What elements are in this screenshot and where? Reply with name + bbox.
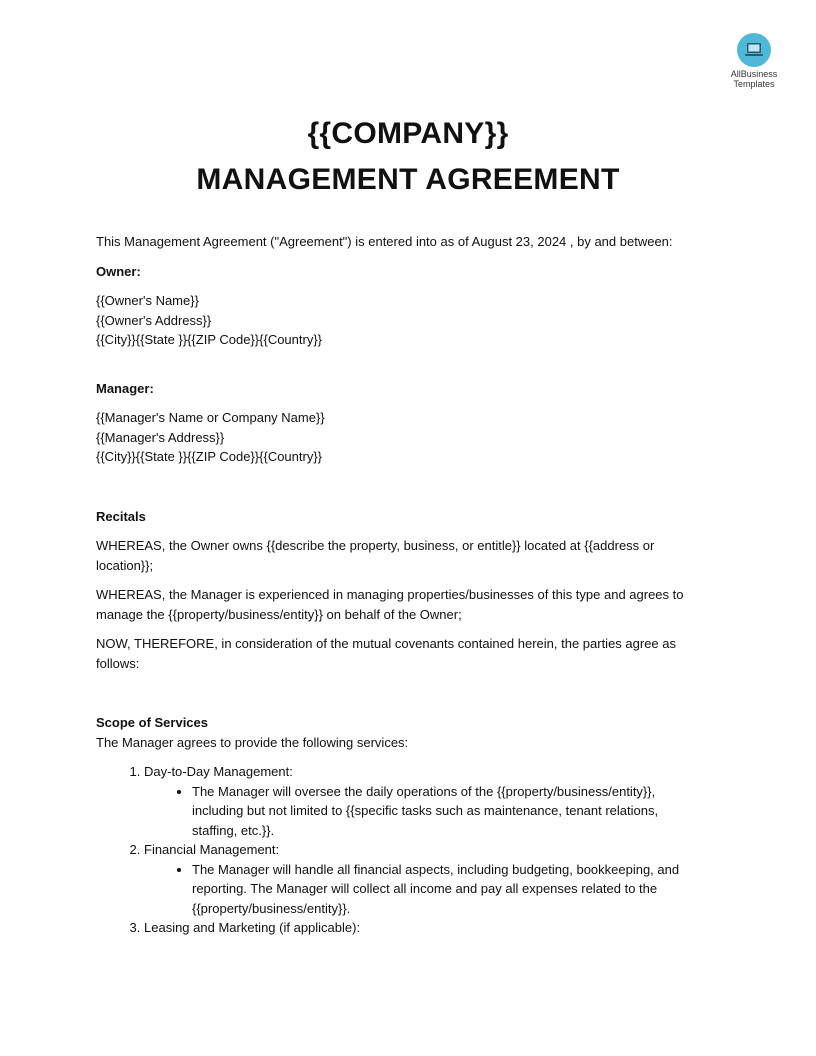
service-label: Day-to-Day Management: (144, 764, 293, 779)
scope-heading: Scope of Services (96, 715, 208, 730)
logo-line-2: Templates (733, 79, 775, 89)
sub-list (144, 860, 702, 919)
list-item (144, 840, 702, 918)
service-bullet: • The Manager will handle all financial aspects, including budgeting, bookkeeping, and reporting. The Manager will collect all income and pay all expenses related to the {{property/business/entity}}. (192, 860, 702, 919)
allbusiness-templates-logo (722, 33, 786, 89)
recital-paragraph: WHEREAS, the Owner owns {{describe the property, business, or entitle}} located at {{address or location}}; (96, 538, 655, 573)
owner-name: {{Owner's Name}} (96, 293, 199, 308)
manager-city-line: {{City}}{{State }}{{ZIP Code}}{{Country}} (96, 449, 323, 464)
recitals-heading: Recitals (96, 508, 146, 524)
services-list (96, 762, 702, 938)
owner-address: {{Owner's Address}} (96, 312, 212, 328)
manager-heading: Manager: (96, 380, 154, 396)
owner-city-line: {{City}}{{State }}{{ZIP Code}}{{Country}} (96, 332, 323, 347)
manager-address: {{Manager's Address}} (96, 429, 225, 445)
document-title (0, 112, 816, 204)
recital-paragraph: NOW, THEREFORE, in consideration of the mutual covenants contained herein, the parties agree as follows: (96, 636, 677, 671)
owner-heading: Owner: (96, 263, 141, 279)
agreement-title: MANAGEMENT AGREEMENT (196, 163, 620, 196)
sub-list (144, 782, 702, 841)
intro-paragraph: This Management Agreement ("Agreement") is entered into as of August 23, 2024 , by and between: (96, 234, 673, 249)
list-item (144, 918, 702, 938)
document-body (96, 232, 702, 938)
recital-paragraph: WHEREAS, the Manager is experienced in managing properties/businesses of this type and agrees to manage the {{property/business/entity}} on behalf of the Owner; (96, 587, 684, 622)
service-label: Leasing and Marketing (if applicable): (144, 920, 361, 935)
company-title: {{COMPANY}} (307, 117, 509, 150)
service-label: Financial Management: (144, 842, 280, 857)
service-bullet: • The Manager will oversee the daily operations of the {{property/business/entity}}, including but not limited to {{specific tasks such as maintenance, tenant relations, staffing, etc.}}. (192, 782, 702, 841)
logo-line-1: AllBusiness (730, 69, 778, 79)
manager-name: {{Manager's Name or Company Name}} (96, 410, 325, 425)
scope-intro: The Manager agrees to provide the following services: (96, 734, 409, 750)
laptop-icon (737, 33, 771, 67)
list-item (144, 762, 702, 840)
